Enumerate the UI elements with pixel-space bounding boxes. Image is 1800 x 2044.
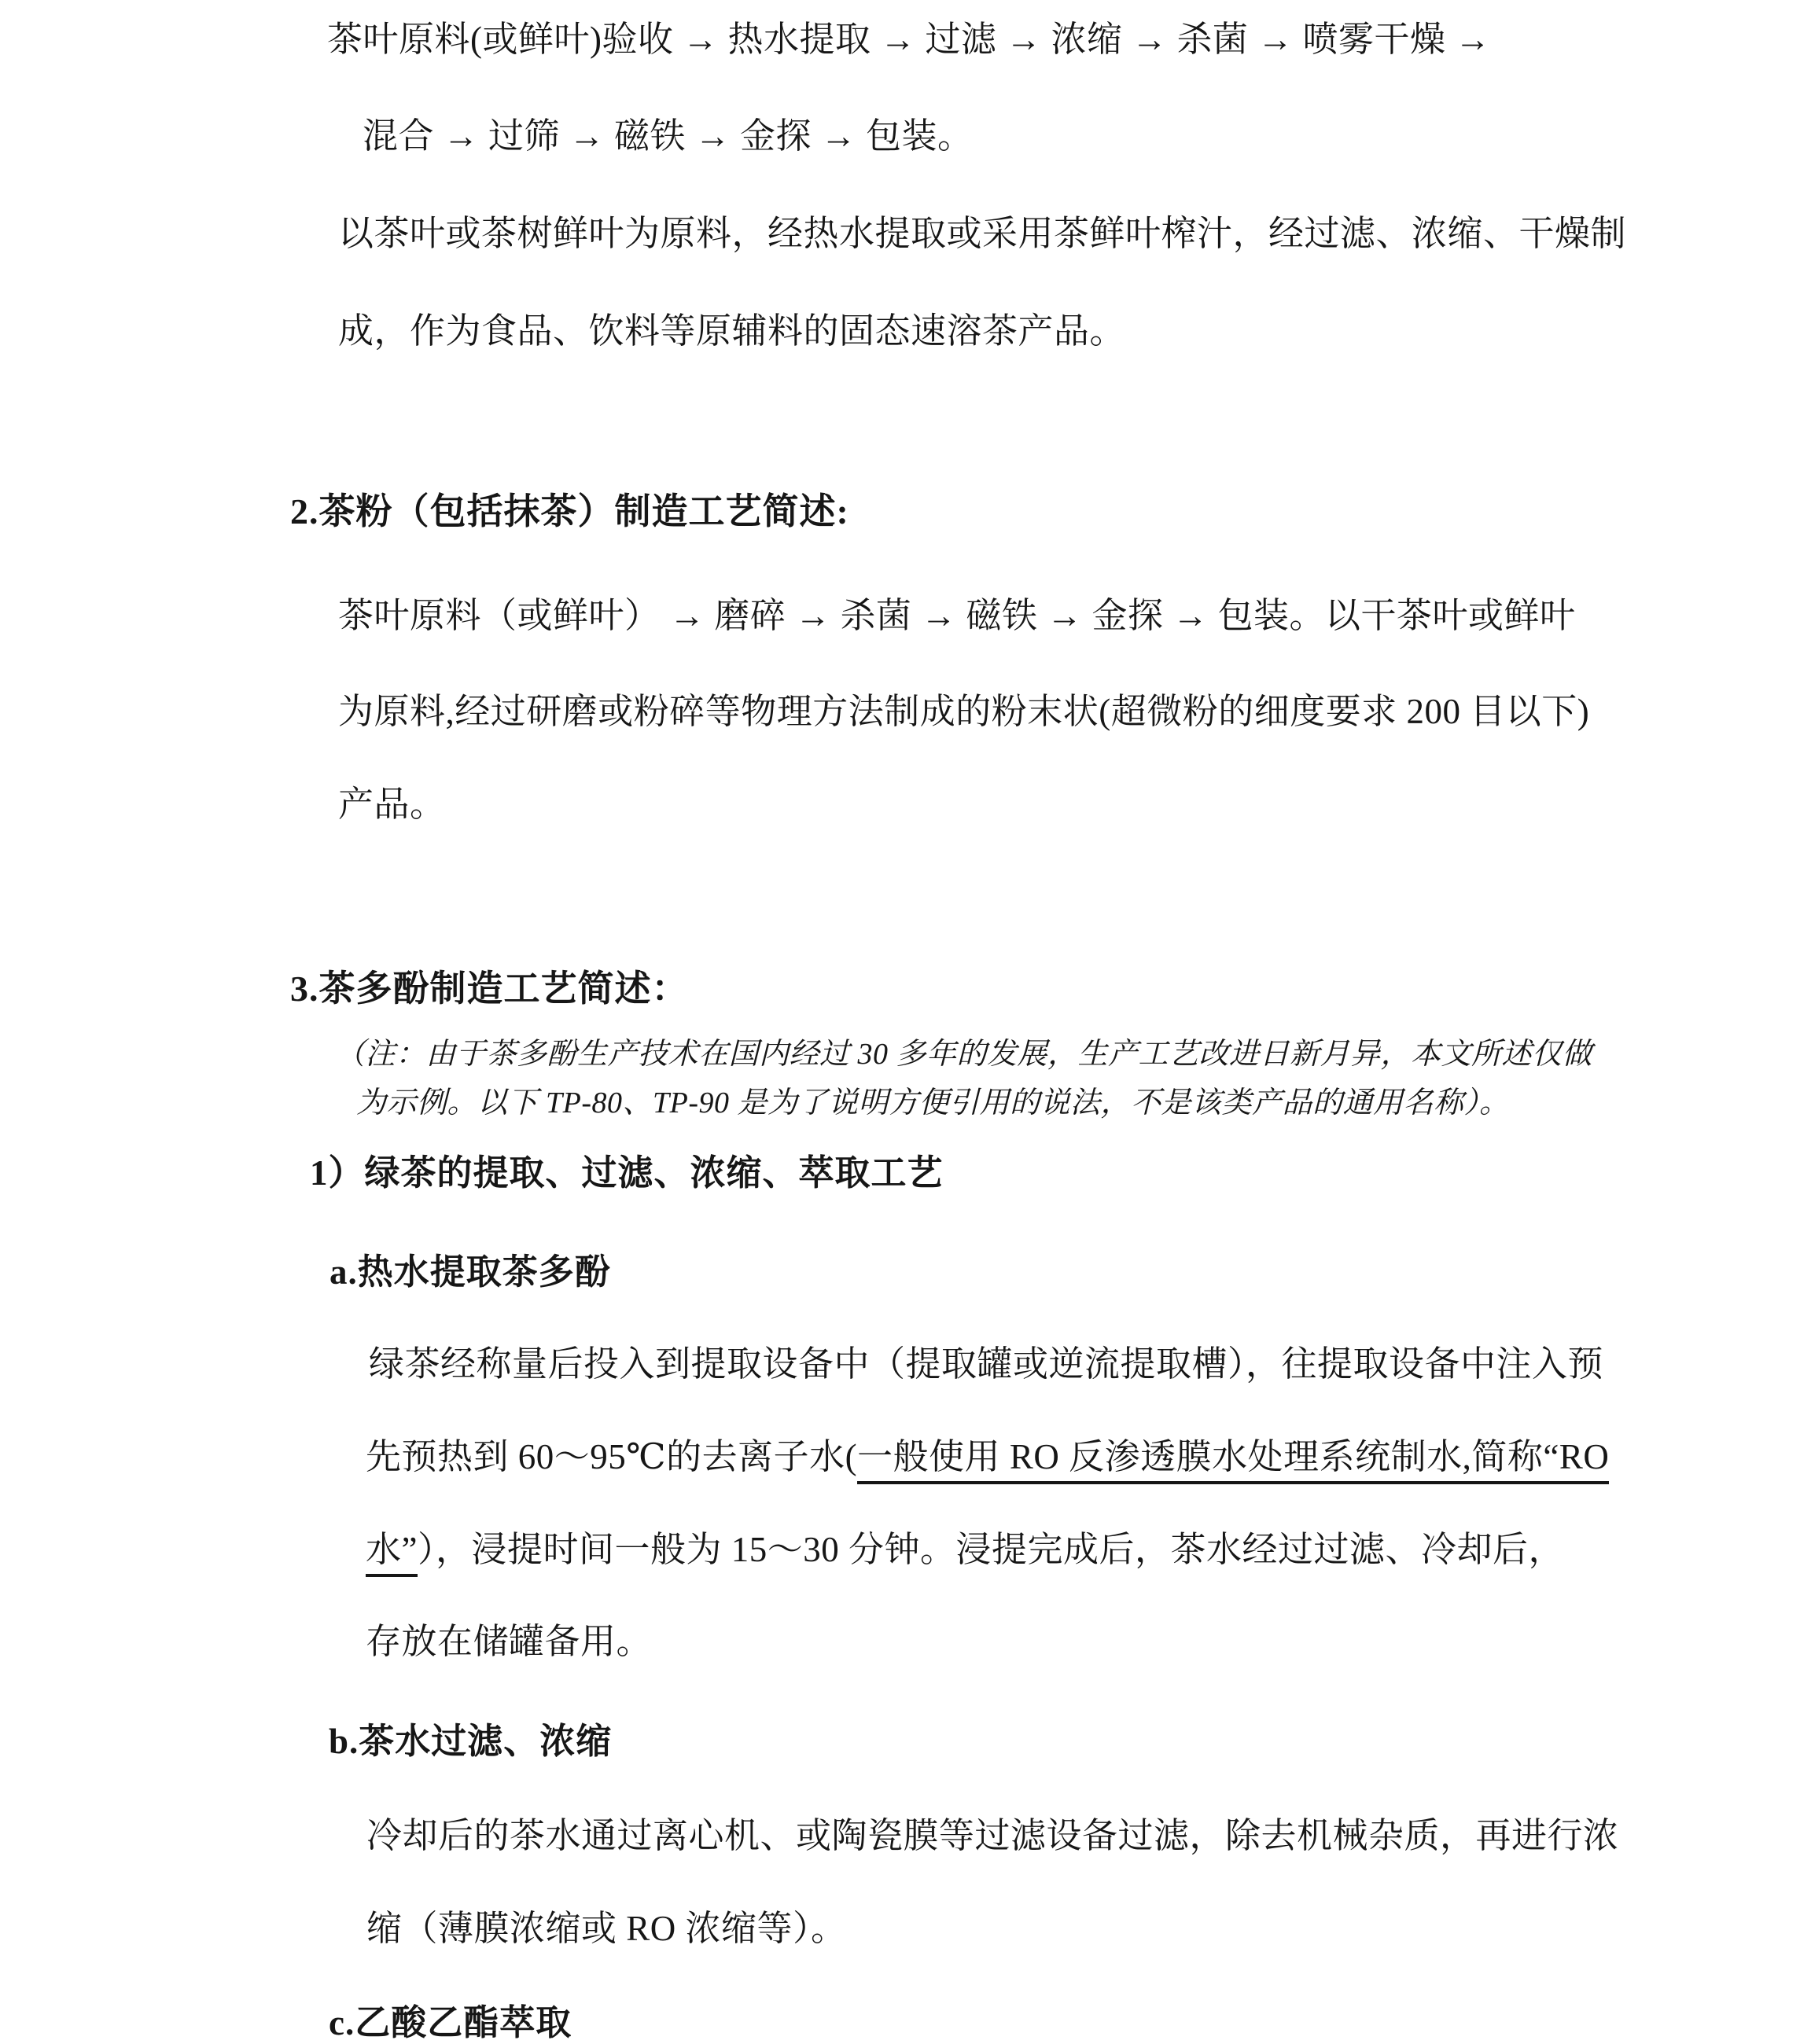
step-a-line-3-plain: ），浸提时间一般为 15～30 分钟。浸提完成后，茶水经过过滤、冷却后，: [417, 1530, 1564, 1569]
tea-powder-line-1: 茶叶原料（或鲜叶） → 磨碎 → 杀菌 → 磁铁 → 金探 → 包装。以干茶叶或鲜叶: [338, 596, 1576, 635]
step-b-line-2: 缩（薄膜浓缩或 RO 浓缩等）。: [366, 1909, 847, 1948]
step-a-line-3-underlined: 水”: [366, 1530, 418, 1577]
step-a-line-1: 绿茶经称量后投入到提取设备中（提取罐或逆流提取槽），往提取设备中注入预: [369, 1344, 1604, 1384]
subheading-step-a-hot-water-extraction: a.热水提取茶多酚: [329, 1252, 611, 1292]
section-heading-tea-powder: 2.茶粉（包括抹茶）制造工艺简述:: [290, 491, 849, 531]
instant-tea-paragraph-line-2: 成，作为食品、饮料等原辅料的固态速溶茶产品。: [338, 311, 1126, 351]
instant-tea-flow-line-2: 混合 → 过筛 → 磁铁 → 金探 → 包装。: [363, 116, 974, 156]
step-a-line-3: [366, 1530, 1564, 1571]
instant-tea-flow-line-1: 茶叶原料(或鲜叶)验收 → 热水提取 → 过滤 → 浓缩 → 杀菌 → 喷雾干燥 →: [327, 20, 1491, 59]
step-a-line-2-plain: 先预热到 60～95℃的去离子水(: [366, 1437, 858, 1476]
tea-powder-line-2: 为原料,经过研磨或粉碎等物理方法制成的粉末状(超微粉的细度要求 200 目以下): [338, 692, 1590, 731]
step-b-line-1: 冷却后的茶水通过离心机、或陶瓷膜等过滤设备过滤，除去机械杂质，再进行浓: [366, 1816, 1619, 1855]
section-heading-polyphenol: 3.茶多酚制造工艺简述：: [290, 969, 689, 1009]
tea-powder-line-3: 产品。: [338, 785, 446, 824]
subheading-green-tea-process: 1）绿茶的提取、过滤、浓缩、萃取工艺: [310, 1153, 944, 1193]
instant-tea-paragraph-line-1: 以茶叶或茶树鲜叶为原料，经热水提取或采用茶鲜叶榨汁，经过滤、浓缩、干燥制: [338, 214, 1627, 253]
subheading-step-c-ethyl-acetate-extraction: c.乙酸乙酯萃取: [329, 2003, 572, 2042]
polyphenol-note-line-2: 为示例。以下 TP-80、TP-90 是为了说明方便引用的说法，不是该类产品的通用名称）。: [356, 1086, 1510, 1119]
step-a-line-2: [366, 1437, 1609, 1478]
step-a-line-2-underlined: 一般使用 RO 反渗透膜水处理系统制水,简称“RO: [857, 1437, 1609, 1484]
polyphenol-note-line-1: （注：由于茶多酚生产技术在国内经过 30 多年的发展，生产工艺改进日新月异，本文所述仅做: [335, 1038, 1593, 1071]
subheading-step-b-filtration-concentration: b.茶水过滤、浓缩: [329, 1722, 613, 1761]
step-a-line-4: 存放在储罐备用。: [366, 1622, 653, 1661]
